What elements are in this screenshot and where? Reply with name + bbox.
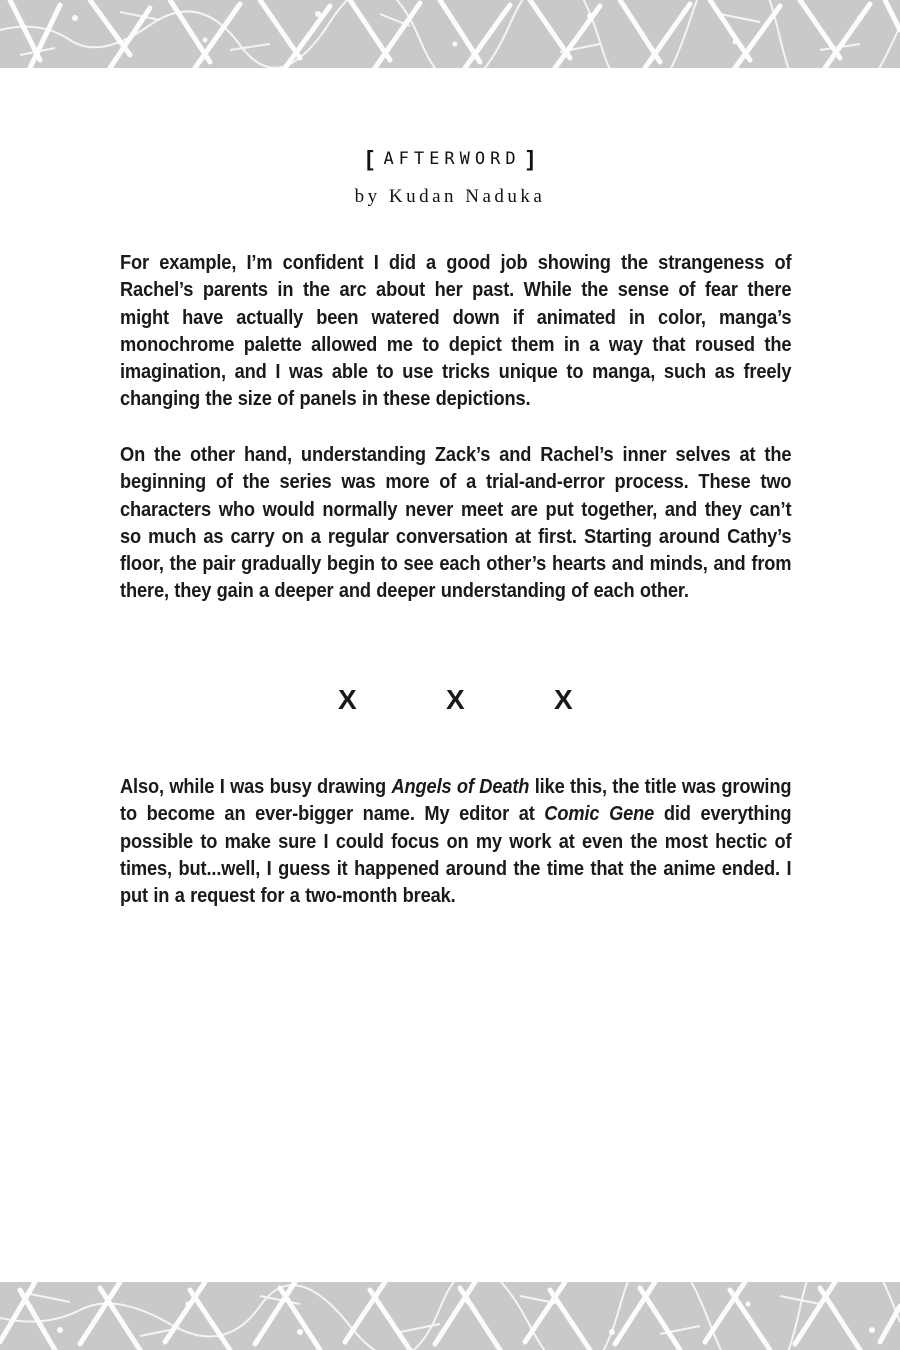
- afterword-heading: [0, 146, 900, 172]
- body-paragraph-2: On the other hand, understanding Zack’s and Rachel’s inner selves at the beginning of the series was more of a trial-and-error process. These two characters who would normally never meet are put together, and they can’t so much as carry on a regular conversation at first. Starting around Cathy’s floor, the pair gradually begin to see each other’s hearts and minds, and from there, they gain a deeper and deeper understanding of each other.: [120, 444, 792, 603]
- bottom-texture-pattern: [0, 1282, 900, 1350]
- title-comic-gene: Comic Gene: [544, 803, 655, 826]
- heading-bracket-close: ]: [526, 146, 534, 171]
- paragraph-3-text-part-2: like this, the title was growing to become an ever-bigger name. My editor at: [120, 776, 792, 826]
- divider-mark: X: [338, 684, 357, 715]
- body-paragraph-3: [120, 774, 791, 910]
- heading-bracket-open: [: [366, 146, 374, 171]
- author-byline: by Kudan Naduka: [354, 186, 546, 207]
- body-paragraph-1: For example, I’m confident I did a good job showing the strangeness of Rachel’s parents in the arc about her past. While the sense of fear there might have actually been watered down if animated in color, manga’s monochrome palette allowed me to depict them in a way that roused the imagination, and I was able to use tricks unique to manga, such as freely changing the size of panels in these depictions.: [120, 252, 792, 411]
- bottom-decorative-band: [0, 1282, 900, 1350]
- title-angels-of-death: Angels of Death: [391, 776, 530, 798]
- top-texture-pattern: [0, 0, 900, 68]
- paragraph-3-text-part-3: did everything possible to make sure I could focus on my work at even the most hectic of times, but...well, I guess it happened around the time that the anime ended. I put in a request for a two-month break.: [120, 803, 792, 908]
- divider-mark: X: [446, 684, 465, 715]
- divider-mark: X: [554, 684, 573, 715]
- top-decorative-band: [0, 0, 900, 68]
- heading-title: AFTERWORD: [383, 149, 521, 169]
- section-divider: [0, 684, 900, 724]
- paragraph-3-text-part-1: Also, while I was busy drawing: [120, 776, 392, 798]
